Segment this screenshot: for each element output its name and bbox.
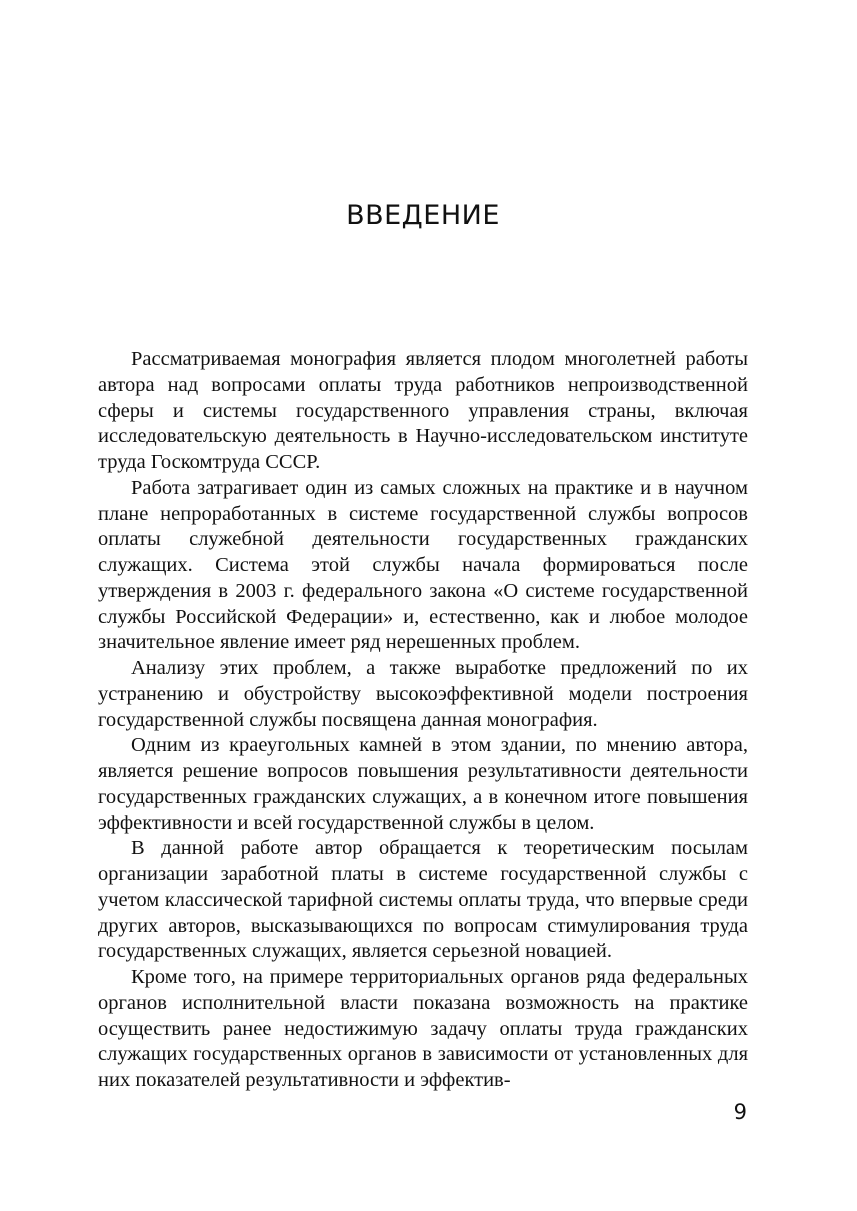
paragraph: Одним из краеугольных камней в этом здании, по мнению автора, является решение вопросов повышения результативности деятельности государственных гражданских служащих, а в конечном итоге повышения эффективности и всей государственной службы в целом. (98, 734, 748, 834)
page-number: 9 (733, 1100, 747, 1124)
paragraph: Работа затрагивает один из самых сложных на практике и в научном плане непроработанных в системе государственной службы вопросов оплаты служебной деятельности государственных гражданских служащих. Система этой службы начала формироваться после утверждения в 2003 г. федерального закона «О системе государственной службы Российской Федерации» и, естественно, как и любое молодое значительное явление имеет ряд нерешенных проблем. (98, 476, 748, 654)
chapter-title: ВВЕДЕНИЕ (346, 200, 500, 231)
paragraph: Кроме того, на примере территориальных органов ряда федеральных органов исполнительной власти показана возможность на практике осуществить ранее недостижимую задачу оплаты труда гражданских служащих государственных органов в зависимости от установленных для них показателей результативности и эффектив- (98, 966, 748, 1091)
body-text (98, 347, 748, 1094)
paragraph: Рассматриваемая монография является плодом многолетней работы автора над вопросами оплаты труда работников непроизводственной сферы и системы государственного управления страны, включая исследовательскую деятельность в Научно-исследовательском институте труда Госкомтруда СССР. (98, 348, 748, 473)
paragraph: Анализу этих проблем, а также выработке предложений по их устранению и обустройству высокоэффективной модели построения государственной службы посвящена данная монография. (98, 657, 748, 731)
paragraph: В данной работе автор обращается к теоретическим посылам организации заработной платы в системе государственной службы с учетом классической тарифной системы оплаты труда, что впервые среди других авторов, высказывающихся по вопросам стимулирования труда государственных служащих, является серьезной новацией. (98, 837, 748, 963)
